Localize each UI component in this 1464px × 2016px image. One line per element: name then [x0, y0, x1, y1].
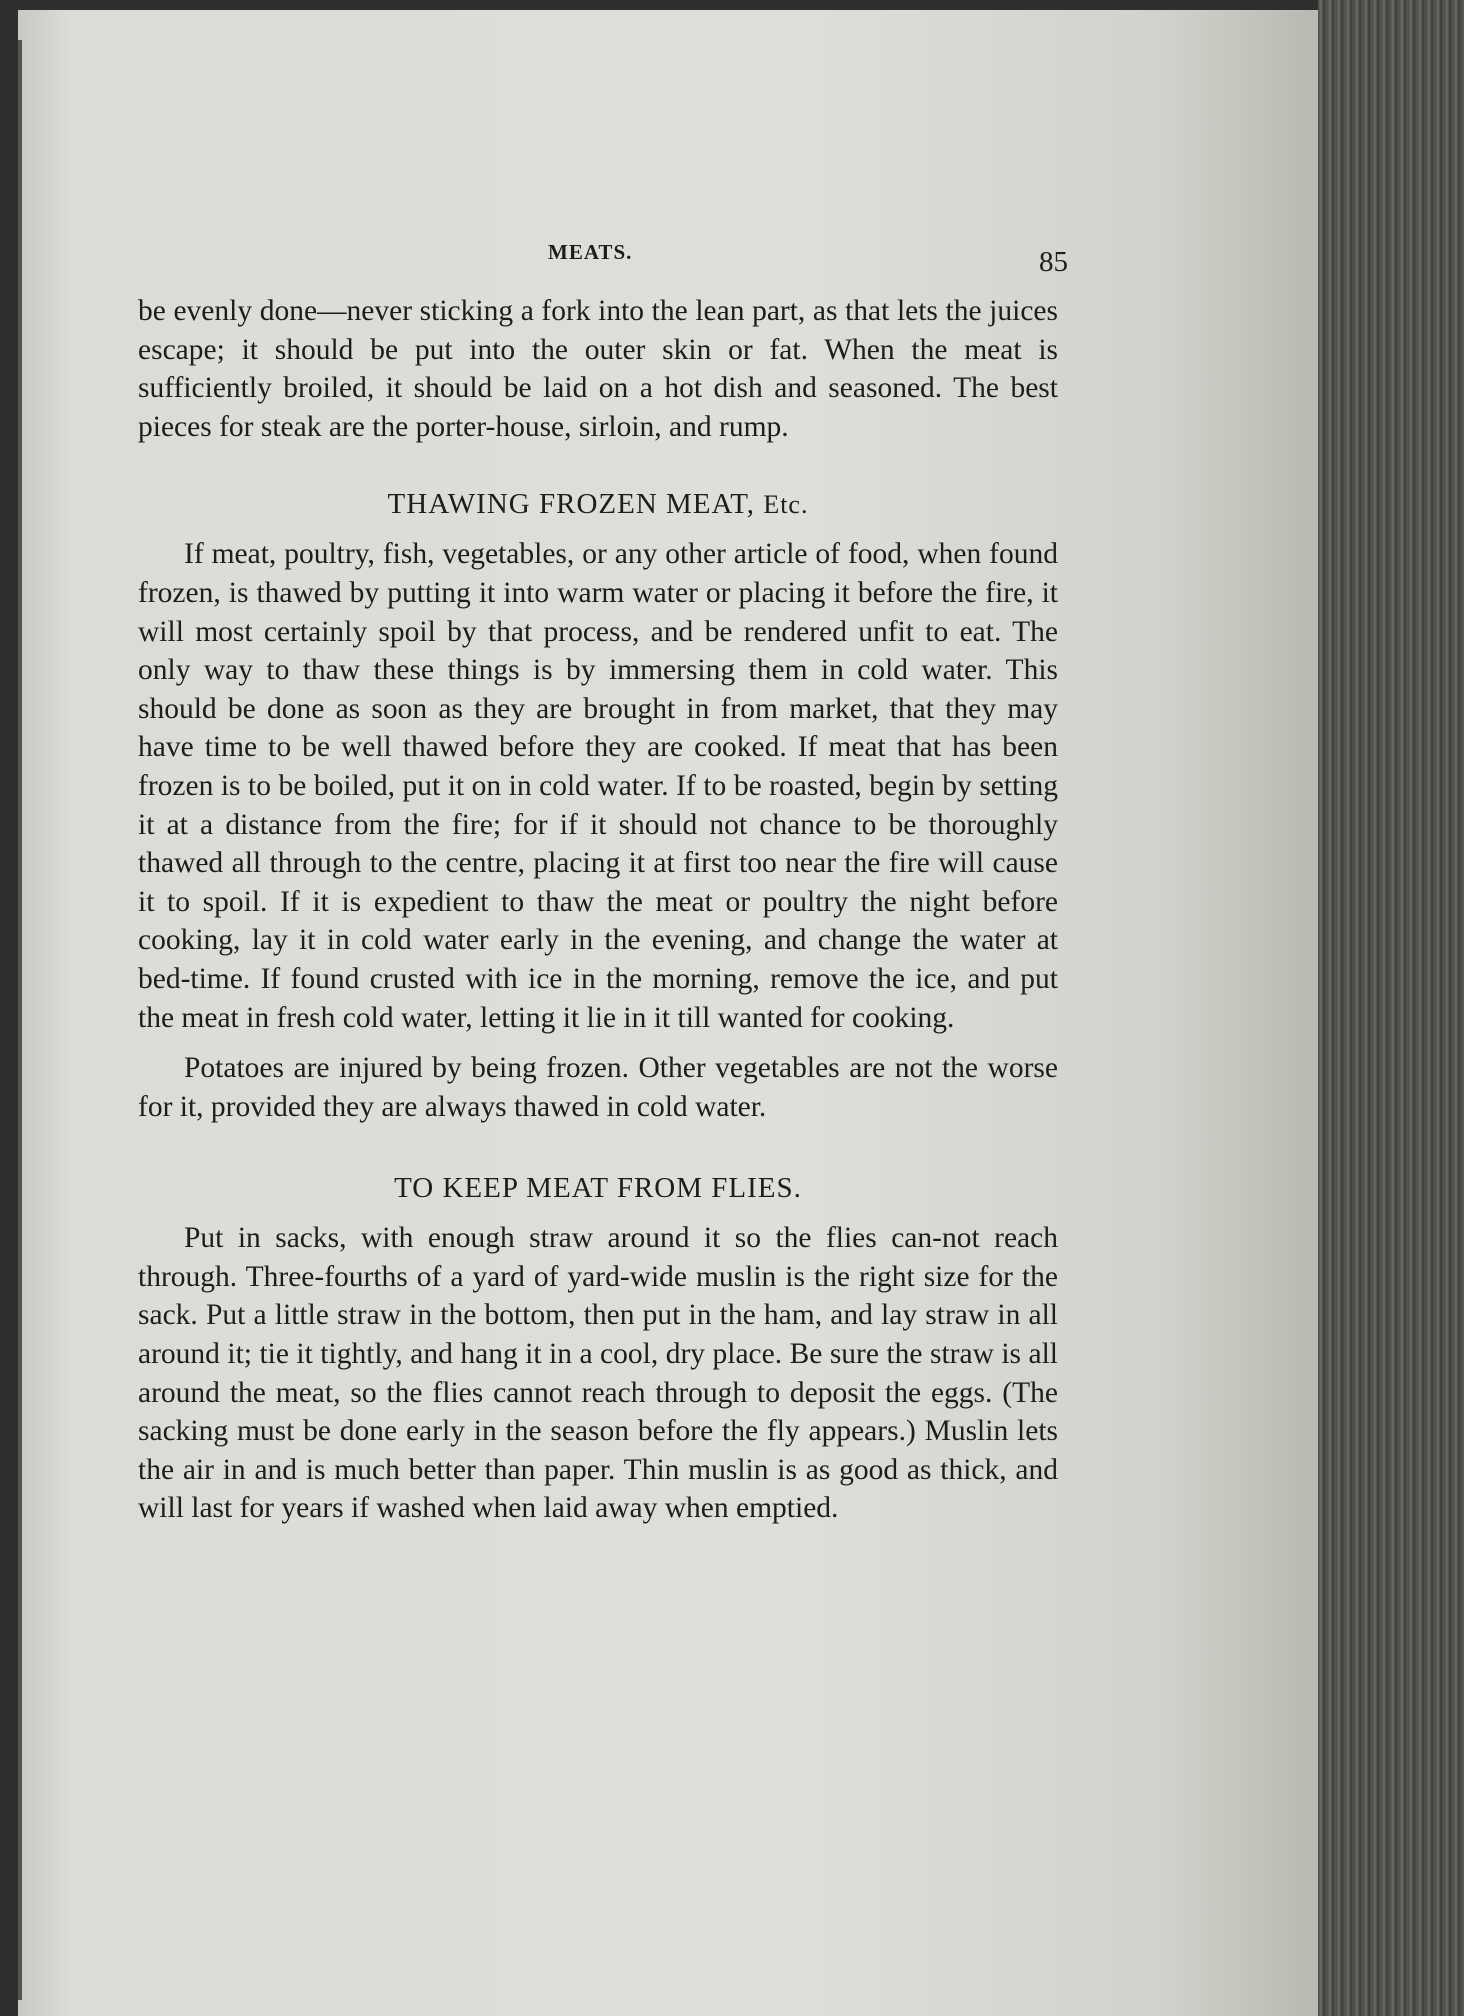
- paragraph-thawing-2: Potatoes are injured by being frozen. Other vegetables are not the worse for it, provided they are always thawed in cold water.: [138, 1052, 1058, 1123]
- heading-small-caps-text: Etc.: [763, 490, 809, 520]
- page-content: [138, 232, 1068, 1528]
- paragraph-flies-1: Put in sacks, with enough straw around it so the flies can-not reach through. Three-fourths of a yard of yard-wide muslin is the right size for the sack. Put a little straw in the bottom, then put in the ham, and lay straw in all around it; tie it tightly, and hang it in a cool, dry place. Be sure the straw is all around the meat, so the flies cannot reach through to deposit the eggs. (The sacking must be done early in the season before the fly appears.) Muslin lets the air in and is much better than paper. Thin muslin is as good as thick, and will last for years if washed when laid away when emptied.: [138, 1222, 1058, 1525]
- section-heading-thawing: [138, 488, 1058, 521]
- running-title: MEATS.: [548, 240, 633, 264]
- binding-edge: [18, 40, 22, 2000]
- section-heading-flies: TO KEEP MEAT FROM FLIES.: [394, 1172, 802, 1205]
- heading-main-text: THAWING FROZEN MEAT,: [387, 488, 764, 521]
- book-page-edges: [1318, 0, 1464, 2016]
- continued-paragraph: be evenly done—never sticking a fork into the lean part, as that lets the juices escape; it should be put into the outer skin or fat. When the meat is sufficiently broiled, it should be laid on a hot dish and seasoned. The best pieces for steak are the porter-house, sirloin, and rump.: [138, 295, 1058, 443]
- paragraph-thawing-1: If meat, poultry, fish, vegetables, or any other article of food, when found frozen, is thawed by putting it into warm water or placing it before the fire, it will most certainly spoil by that process, and be rendered unfit to eat. The only way to thaw these things is by immersing them in cold water. This should be done as soon as they are brought in from market, that they may have time to be well thawed before they are cooked. If meat that has been frozen is to be boiled, put it on in cold water. If to be roasted, begin by setting it at a distance from the fire; for if it should not chance to be thoroughly thawed all through to the centre, placing it at first too near the fire will cause it to spoil. If it is expedient to thaw the meat or poultry the night before cooking, lay it in cold water early in the evening, and change the water at bed-time. If found crusted with ice in the morning, remove the ice, and put the meat in fresh cold water, letting it lie in it till wanted for cooking.: [138, 538, 1058, 1034]
- page-number: 85: [1039, 246, 1068, 278]
- running-head: [138, 232, 1068, 292]
